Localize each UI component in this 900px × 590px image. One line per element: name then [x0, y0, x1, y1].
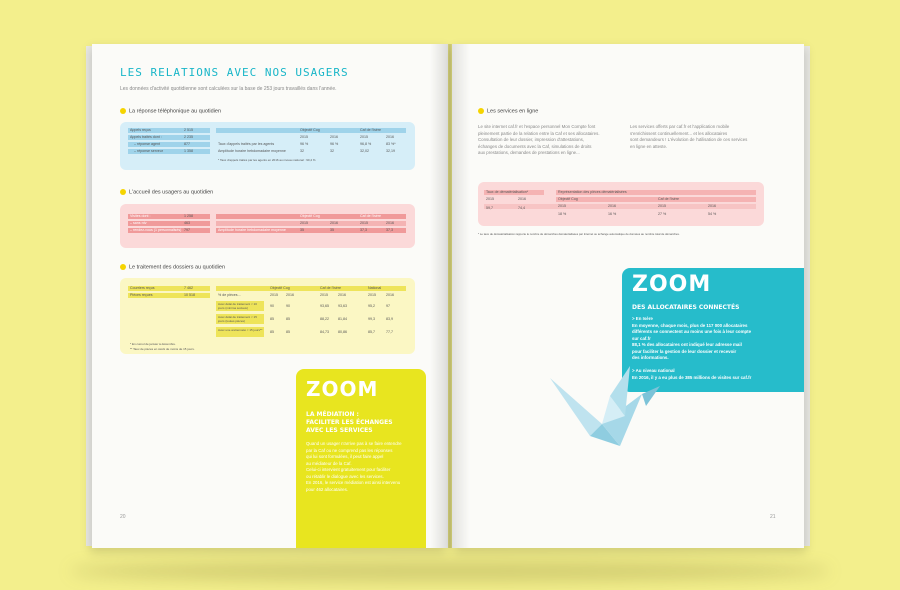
table-cell: Visites dont : — [130, 214, 151, 218]
table-cell: 96 % — [330, 142, 339, 146]
table-cell: 99,3 — [368, 317, 375, 321]
table-cell: 74,4 — [518, 206, 525, 210]
table-cell: 32 — [330, 149, 334, 153]
table-cell: 32 — [300, 149, 304, 153]
table-cell: 2016 — [708, 204, 716, 208]
table-cell: Appels reçus — [130, 128, 151, 132]
bullet-icon — [478, 108, 484, 114]
table-cell: 2015 — [300, 135, 308, 139]
table-cell: 7 462 — [184, 286, 193, 290]
table-cell: 2016 — [338, 293, 346, 297]
table-cell: 93,65 — [320, 304, 329, 308]
table-cell: 2015 — [486, 197, 494, 201]
table-cell: – sans rdv — [130, 221, 147, 225]
table-cell: 2 235 — [184, 135, 193, 139]
table-cell: 90 — [286, 304, 290, 308]
intro-text: Les données d'activité quotidienne sont calculées sur la base de 253 jours travaillés dans l'année. — [120, 86, 337, 92]
table-note: * En cumul de janvier à décembre. — [130, 342, 176, 346]
table-cell: 1 258 — [184, 214, 193, 218]
page-title: LES RELATIONS AVEC NOS USAGERS — [120, 66, 349, 79]
table-cell: Caf de l'Isère — [360, 128, 382, 132]
table-cell: – réponse serveur — [134, 149, 163, 153]
dossiers-table — [120, 278, 415, 354]
table-cell: Caf de l'Isère — [320, 286, 342, 290]
table-cell: 2015 — [360, 135, 368, 139]
page-number: 20 — [120, 514, 126, 520]
zoom-subtitle: DES ALLOCATAIRES CONNECTÉS — [632, 304, 740, 311]
table-cell: Objectif Cog — [300, 128, 320, 132]
table-note: * Le taux de dématérialisation rapporte le nombre de démarches dématérialisées par Internet ou échange automatique de données au nombre total de démarches. — [478, 232, 680, 236]
table-cell: 85 — [286, 330, 290, 334]
section-heading-dossiers: Le traitement des dossiers au quotidien — [120, 264, 225, 270]
table-cell: 85,7 — [368, 330, 375, 334]
table-cell: 59,7 — [486, 206, 493, 210]
zoom-title: ZOOM — [632, 272, 712, 297]
table-cell: 80,86 — [338, 330, 347, 334]
zoom-subtitle: LA MÉDIATION : FACILITER LES ÉCHANGES AVEC LES SERVICES — [306, 411, 393, 434]
zoom-body: Quand un usager n'arrive pas à se faire entendre par la Caf ou ne comprend pas les réponses qui lui sont formulées, il peut faire appel au médiateur de la Caf. Celui-ci intervient gratuitement pour faciliter ou rétablir le dialogue avec les services. En 2016, le service médiation est ainsi intervenu pour 462 allocataires. — [306, 441, 402, 492]
table-cell: 18 % — [558, 212, 567, 216]
table-cell: 1 358 — [184, 149, 193, 153]
table-cell: 2015 — [320, 293, 328, 297]
accueil-table — [120, 204, 415, 248]
table-cell: 35 — [300, 228, 304, 232]
bullet-icon — [120, 264, 126, 270]
table-cell: 2016 — [330, 135, 338, 139]
table-cell: Taux de dématérialisation* — [486, 190, 529, 194]
table-note: ** Taux de pièces en stock de moins de 15 jours. — [130, 347, 195, 351]
table-cell: 16 % — [608, 212, 617, 216]
book-shadow — [70, 560, 830, 582]
table-cell: 81,84 — [338, 317, 347, 321]
table-cell: 32,02 — [360, 149, 369, 153]
table-cell: 2015 — [360, 221, 368, 225]
table-cell: 2016 — [286, 293, 294, 297]
table-cell: 2015 — [558, 204, 566, 208]
table-cell: 77,7 — [386, 330, 393, 334]
table-cell: 2015 — [658, 204, 666, 208]
table-cell: 877 — [184, 142, 190, 146]
table-cell: Courriers reçus — [130, 286, 155, 290]
table-cell: 2016 — [386, 135, 394, 139]
page-number: 21 — [770, 514, 776, 520]
table-cell: Pièces reçues — [130, 293, 153, 297]
table-cell: 90 — [270, 304, 274, 308]
table-cell: 2016 — [608, 204, 616, 208]
table-cell: 85 — [270, 317, 274, 321]
table-cell: 93,63 — [338, 304, 347, 308]
table-cell: 32,19 — [386, 149, 395, 153]
table-cell: National — [368, 286, 382, 290]
paper-crane-icon — [550, 366, 660, 456]
table-cell: – rendez-vous (1 personnalisés) — [130, 228, 182, 232]
table-cell: 83 %* — [386, 142, 396, 146]
table-cell: Avec délai de traitement < 15 jours (toutes pièces) — [218, 315, 257, 323]
table-cell: Objectif Cog — [558, 197, 578, 201]
left-page — [92, 44, 448, 548]
table-cell: Appels traités dont : — [130, 135, 162, 139]
table-cell: 84,73 — [320, 330, 329, 334]
table-cell: – réponse agent — [134, 142, 160, 146]
table-cell: 2 515 — [184, 128, 193, 132]
table-cell: 97 — [386, 304, 390, 308]
table-cell: 37,3 — [360, 228, 367, 232]
bullet-icon — [120, 189, 126, 195]
section-heading-accueil: L'accueil des usagers au quotidien — [120, 189, 213, 195]
table-cell: 2015 — [368, 293, 376, 297]
table-cell: Avec délai de traitement < 10 jours (minima sociaux) — [218, 302, 257, 310]
zoom-title: ZOOM — [306, 377, 379, 401]
table-cell: 2016 — [330, 221, 338, 225]
table-cell: 83,9 — [386, 317, 393, 321]
table-cell: Taux d'appels traités par les agents — [218, 142, 275, 146]
table-cell: 54 % — [708, 212, 717, 216]
table-cell: Représentation des pièces dématérialisées — [558, 190, 627, 194]
online-text-col2: Les services offerts par caf.fr et l'application mobile s'enrichissent continuellement... et les allocataires sont demandeurs ! L'évolution de l'utilisation de ces services en ligne en atteste. — [630, 124, 748, 149]
table-cell: 85 — [286, 317, 290, 321]
table-note: * Taux d'appels traités par les agents en 2016 au niveau national : 90,4 % — [218, 158, 316, 162]
online-text-col1: Le site internet caf.fr et l'espace personnel Mon Compte font pleinement partie de la relation entre la Caf et ses allocataires. Consultation de leur dossier, impression d'attestations, échanges de documents avec la Caf, simulations de droits aux prestations, demandes de prestations en ligne... — [478, 124, 600, 155]
table-cell: 10 518 — [184, 293, 195, 297]
table-cell: 88,22 — [320, 317, 329, 321]
table-cell: Caf de l'Isère — [360, 214, 382, 218]
section-heading-online: Les services en ligne — [478, 108, 538, 114]
table-cell: % de pièces... — [218, 293, 241, 297]
table-cell: 2016 — [386, 293, 394, 297]
table-cell: 797 — [184, 228, 190, 232]
table-cell: 95,2 — [368, 304, 375, 308]
table-cell: Amplitude horaire hebdomadaire moyenne — [218, 149, 286, 153]
table-cell: 35 — [330, 228, 334, 232]
table-cell: Avec une ancienneté < 15 jours** — [218, 328, 263, 332]
zoom-body: > En Isère En moyenne, chaque mois, plus de 117 000 allocataires différents se connectent au moins une fois à leur compte sur caf.fr 88,1 % des allocataires ont indiqué leur adresse mail pour faciliter la gestion de leur dossier et recevoir des informations. > Au niveau national En 2016, il y a eu plus de 385 millions de visites sur caf.fr — [632, 316, 752, 380]
table-cell: 96,8 % — [360, 142, 372, 146]
table-cell: Objectif Cog — [300, 214, 320, 218]
table-cell: 27 % — [658, 212, 667, 216]
table-cell: 96 % — [300, 142, 309, 146]
table-cell: Objectif Cog — [270, 286, 290, 290]
table-cell: 2016 — [518, 197, 526, 201]
dematerialisation-table — [478, 182, 764, 226]
zoom-mediation-box — [296, 369, 426, 548]
right-page — [452, 44, 804, 548]
table-cell: 2016 — [386, 221, 394, 225]
table-cell: 85 — [270, 330, 274, 334]
table-cell: 2015 — [300, 221, 308, 225]
table-cell: 2015 — [270, 293, 278, 297]
table-cell: Amplitude horaire hebdomadaire moyenne — [218, 228, 286, 232]
table-cell: 463 — [184, 221, 190, 225]
bullet-icon — [120, 108, 126, 114]
phone-table — [120, 122, 415, 170]
table-cell: 37,3 — [386, 228, 393, 232]
section-heading-phone: La réponse téléphonique au quotidien — [120, 108, 221, 114]
table-cell: Caf de l'Isère — [658, 197, 680, 201]
